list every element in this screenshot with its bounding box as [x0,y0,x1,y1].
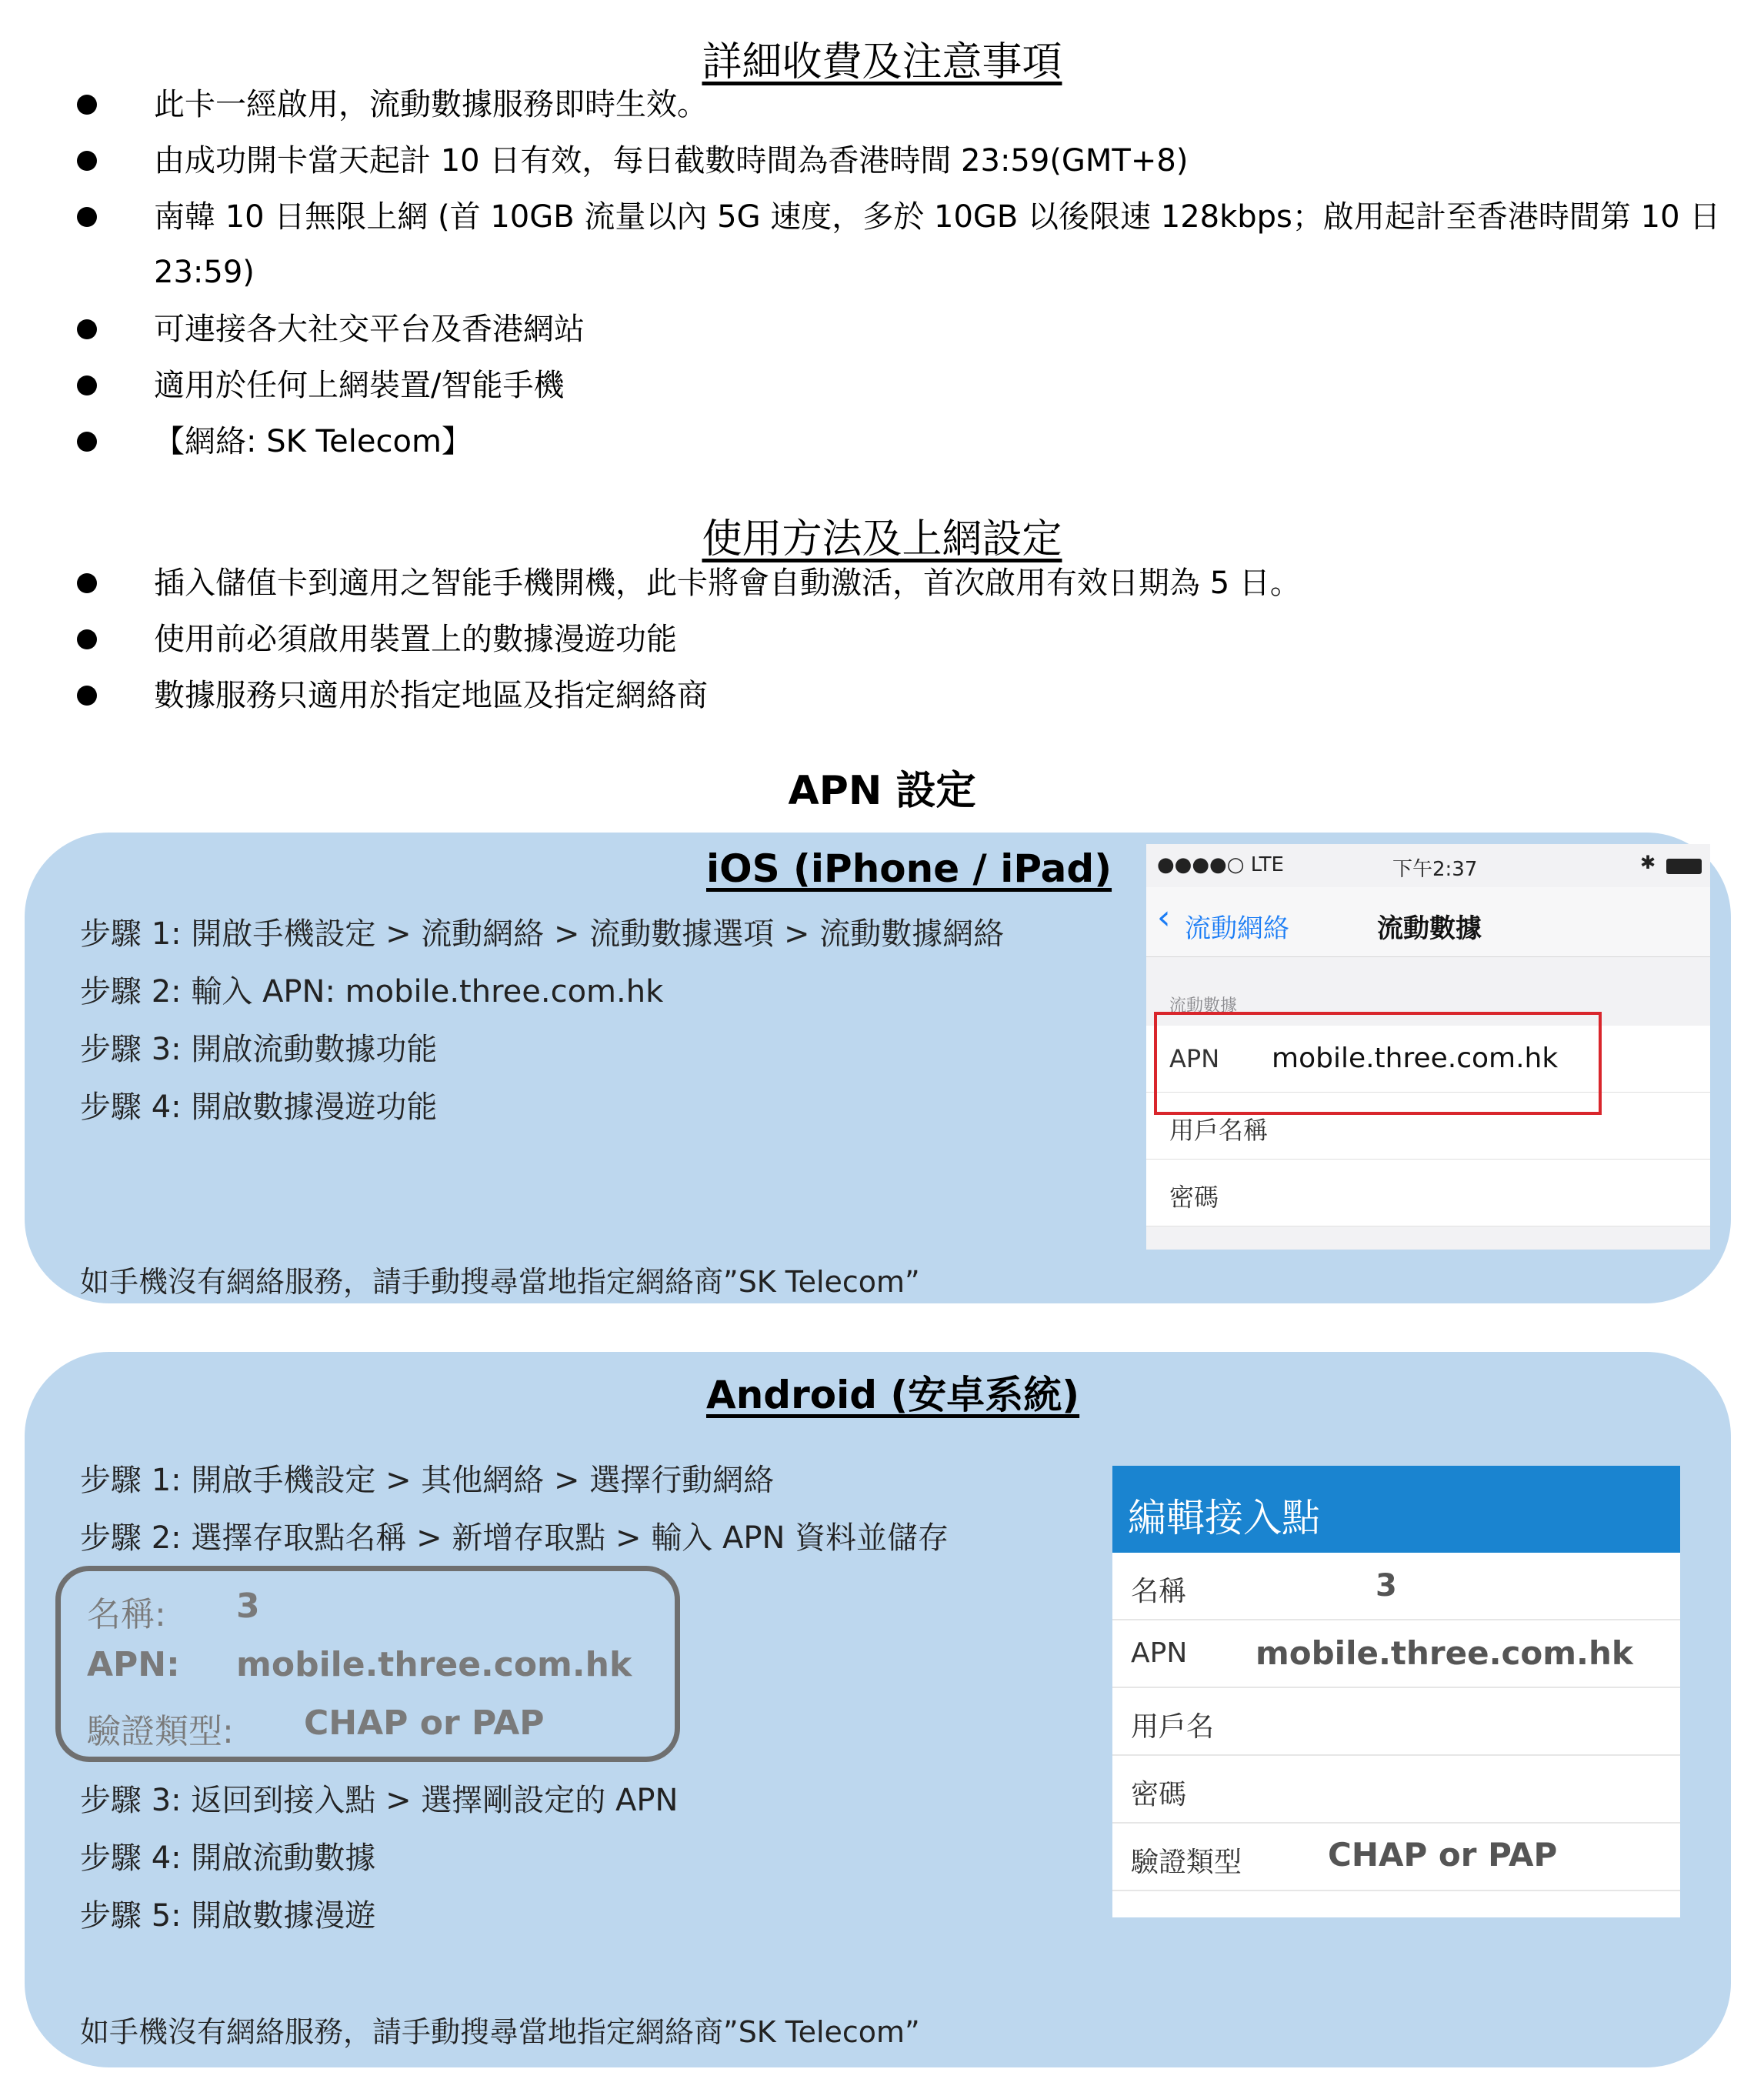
title-bar [1112,1466,1680,1553]
android-step: 步驟 1: 開啟手機設定 > 其他網絡 > 選擇行動網絡 [80,1463,775,1498]
ios-step: 步驟 2: 輸入 APN: mobile.three.com.hk [80,974,664,1009]
bullet-dot [77,151,97,171]
bullet-dot [77,573,97,593]
android-title: Android (安卓系統) [706,1373,1080,1417]
list-item: 可連接各大社交平台及香港網站 [154,312,585,347]
row-label: 驗證類型 [1131,1847,1242,1878]
row-label: 用戶名稱 [1169,1116,1269,1145]
signal-indicator: ●●●●○ LTE [1157,853,1284,876]
android-screenshot [1112,1466,1680,1917]
name-value: 3 [236,1587,260,1626]
list-item: 使用前必須啟用裝置上的數據漫遊功能 [154,622,677,657]
apn-value: mobile.three.com.hk [236,1645,632,1684]
chevron-left-icon[interactable]: ‹ [1157,898,1171,937]
ios-note: 如手機沒有網絡服務，請手動搜尋當地指定網絡商”SK Telecom” [80,1265,920,1299]
list-item: 由成功開卡當天起計 10 日有效，每日截數時間為香港時間 23:59(GMT+8) [154,143,1189,179]
auth-label: 驗證類型: [87,1712,234,1751]
row-label: APN [1169,1044,1220,1073]
android-step: 步驟 3: 返回到接入點 > 選擇剛設定的 APN [80,1783,679,1818]
list-item: 插入儲值卡到適用之智能手機開機，此卡將會自動激活，首次啟用有效日期為 5 日。 [154,566,1301,601]
ios-screenshot [1146,844,1710,1250]
bullet-dot [77,207,97,227]
auth-value: CHAP or PAP [304,1704,545,1743]
list-item: 數據服務只適用於指定地區及指定網絡商 [154,678,708,713]
name-row[interactable] [1112,1553,1680,1620]
list-item: 此卡一經啟用，流動數據服務即時生效。 [154,87,708,122]
back-button[interactable]: 流動網絡 [1185,913,1289,944]
charges-heading: 詳細收費及注意事項 [702,39,1062,85]
row-label: APN [1131,1637,1188,1669]
section-label: 流動數據 [1169,996,1238,1016]
bluetooth-icon: ✱ [1640,852,1656,873]
apn-row[interactable] [1112,1620,1680,1688]
bullet-dot [77,375,97,395]
bullet-dot [77,95,97,115]
row-value[interactable]: CHAP or PAP [1328,1836,1558,1874]
bullet-dot [77,629,97,649]
bar-title: 編輯接入點 [1128,1496,1320,1540]
password-row[interactable] [1112,1756,1680,1824]
apn-settings-box [55,1566,680,1762]
list-item: 【網絡: SK Telecom】 [154,424,472,459]
apn-value[interactable]: mobile.three.com.hk [1272,1043,1559,1074]
android-step: 步驟 2: 選擇存取點名稱 > 新增存取點 > 輸入 APN 資料並儲存 [80,1520,949,1556]
apn-label: APN: [87,1645,180,1684]
status-bar [1146,844,1710,887]
bullet-dot [77,319,97,339]
row-value[interactable]: 3 [1376,1568,1397,1603]
row-label: 用戶名 [1131,1711,1215,1743]
row-label: 密碼 [1169,1183,1219,1212]
android-step: 步驟 5: 開啟數據漫遊 [80,1898,376,1934]
clock: 下午2:37 [1392,858,1478,881]
list-item: 南韓 10 日無限上網 (首 10GB 流量以內 5G 速度，多於 10GB 以後限速 128kbps；啟用起計至香港時間第 10 日 23:59) [154,199,1721,290]
nav-bar [1146,887,1710,957]
ios-step: 步驟 1: 開啟手機設定 > 流動網絡 > 流動數據選項 > 流動數據網絡 [80,916,1005,952]
android-note: 如手機沒有網絡服務，請手動搜尋當地指定網絡商”SK Telecom” [80,2015,920,2049]
nav-title: 流動數據 [1377,913,1482,944]
bullet-dot [77,432,97,452]
list-item: 適用於任何上網裝置/智能手機 [154,368,565,403]
row-label: 密碼 [1131,1779,1187,1810]
bullet-dot [77,686,97,706]
ios-title: iOS (iPhone / iPad) [706,846,1112,891]
usage-heading: 使用方法及上網設定 [702,516,1062,562]
battery-icon [1666,859,1702,874]
android-step: 步驟 4: 開啟流動數據 [80,1840,376,1876]
name-label: 名稱: [87,1595,166,1634]
auth-row[interactable] [1112,1824,1680,1891]
ios-step: 步驟 4: 開啟數據漫遊功能 [80,1090,438,1125]
row-label: 名稱 [1131,1576,1187,1607]
username-row[interactable] [1112,1688,1680,1756]
password-row[interactable] [1146,1160,1710,1226]
apn-title: APN 設定 [788,768,976,814]
ios-step: 步驟 3: 開啟流動數據功能 [80,1032,438,1067]
row-value[interactable]: mobile.three.com.hk [1255,1634,1633,1672]
highlight-box [1154,1012,1602,1115]
